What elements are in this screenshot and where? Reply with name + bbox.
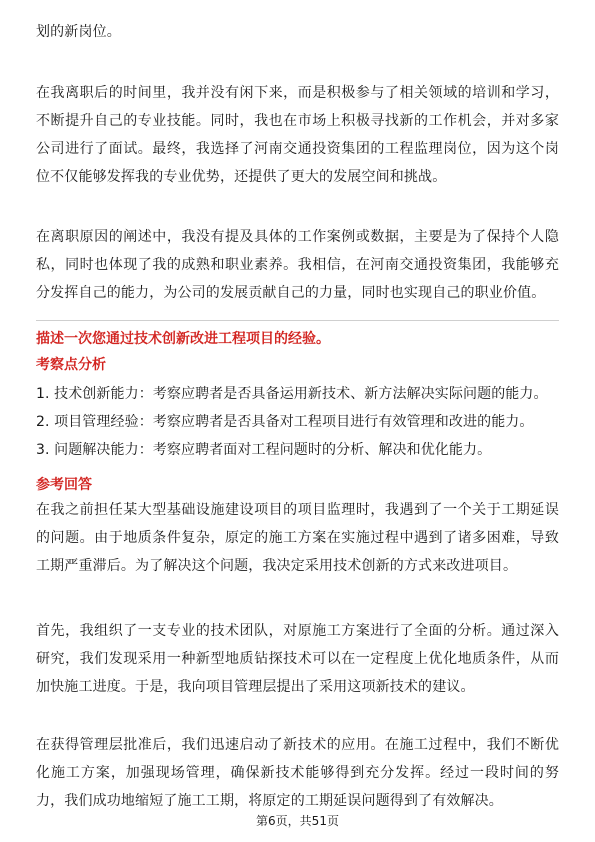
analysis-heading: 考察点分析 (36, 357, 106, 373)
intro-paragraph: 在离职原因的阐述中，我没有提及具体的工作案例或数据，主要是为了保持个人隐私，同时也体现了我的成熟和职业素养。我相信，在河南交通投资集团，我能够充分发挥自己的能力，为公司的发展贡献自己的力量，同时也实现自己的职业价值。 (36, 229, 559, 301)
answer-paragraph: 在获得管理层批准后，我们迅速启动了新技术的应用。在施工过程中，我们不断优化施工方案，加强现场管理，确保新技术能够得到充分发挥。经过一段时间的努力，我们成功地缩短了施工工期，将原定的工期延误问题得到了有效解决。 (36, 737, 559, 809)
analysis-item: 2. 项目管理经验：考察应聘者是否具备对工程项目进行有效管理和改进的能力。 (36, 414, 534, 430)
intro-paragraph-continuation: 划的新岗位。 (36, 24, 121, 40)
question-title: 描述一次您通过技术创新改进工程项目的经验。 (36, 331, 330, 347)
answer-heading: 参考回答 (36, 477, 92, 493)
section-divider (36, 320, 559, 321)
answer-paragraph: 首先，我组织了一支专业的技术团队，对原施工方案进行了全面的分析。通过深入研究，我们发现采用一种新型地质钻探技术可以在一定程度上优化地质条件，从而加快施工进度。于是，我向项目管理层提出了采用这项新技术的建议。 (36, 623, 559, 695)
analysis-item: 3. 问题解决能力：考察应聘者面对工程问题时的分析、解决和优化能力。 (36, 442, 492, 458)
answer-paragraph: 在我之前担任某大型基础设施建设项目的项目监理时，我遇到了一个关于工期延误的问题。由于地质条件复杂，原定的施工方案在实施过程中遇到了诸多困难，导致工期严重滞后。为了解决这个问题，我决定采用技术创新的方式来改进项目。 (36, 502, 559, 574)
intro-paragraph: 在我离职后的时间里，我并没有闲下来，而是积极参与了相关领域的培训和学习，不断提升自己的专业技能。同时，我也在市场上积极寻找新的工作机会，并对多家公司进行了面试。最终，我选择了河南交通投资集团的工程监理岗位，因为这个岗位不仅能够发挥我的专业优势，还提供了更大的发展空间和挑战。 (36, 85, 559, 185)
analysis-item: 1. 技术创新能力：考察应聘者是否具备运用新技术、新方法解决实际问题的能力。 (36, 386, 548, 402)
page-number: 第6页，共51页 (256, 814, 339, 828)
analysis-list (36, 380, 548, 464)
